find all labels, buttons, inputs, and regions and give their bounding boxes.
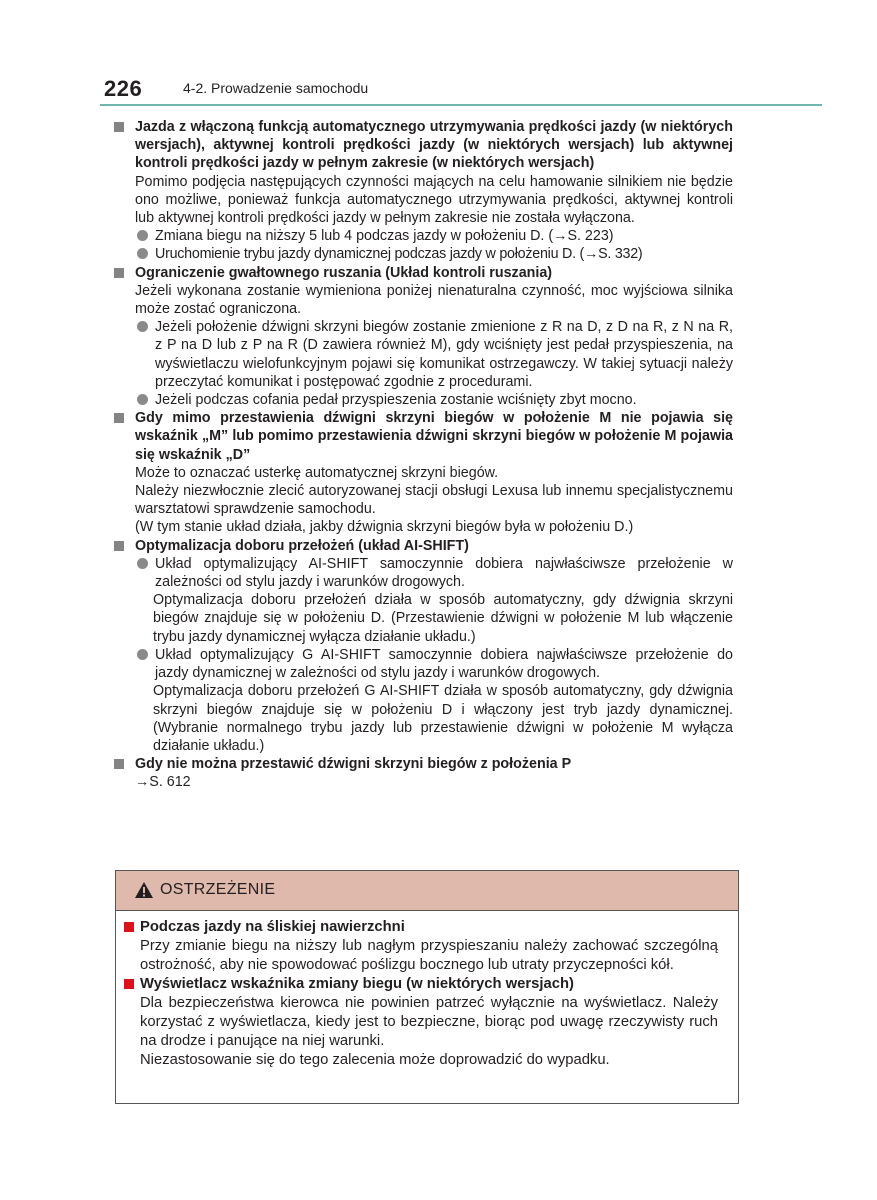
header-divider: [100, 104, 822, 106]
warning-box: [115, 870, 739, 1104]
section-square-icon: [114, 759, 124, 769]
warning-title: OSTRZEŻENIE: [160, 881, 276, 898]
section-title: Jazda z włączoną funkcją automatycznego utrzymywania prędkości jazdy (w niektórych wersjach), aktywnej kontroli prędkości jazdy (w niektórych wersjach) lub aktywnej kontroli prędkości jazdy w pełnym zakresie (w niektórych wersjach): [135, 119, 733, 172]
section-title: Gdy nie można przestawić dźwigni skrzyni biegów z położenia P: [135, 756, 572, 773]
section-text: Należy niezwłocznie zlecić autoryzowanej stacji obsługi Lexusa lub innemu specjalistycznemu warsztatowi sprawdzenie samochodu.: [135, 483, 733, 518]
section-text: (W tym stanie układ działa, jakby dźwignia skrzyni biegów była w położeniu D.): [135, 519, 634, 536]
section-ai-shift: [113, 537, 733, 755]
page-header: [100, 76, 822, 104]
section-title: Optymalizacja doboru przełożeń (układ AI-SHIFT): [135, 537, 469, 554]
bullet-text: Jeżeli położenie dźwigni skrzyni biegów zostanie zmienione z R na D, z D na R, z N na R, z P na D lub z P na R (D zawiera również M), gdy wciśnięty jest pedał przyspieszenia, na wyświetlaczu wielofunkcyjnym pojawi się komunikat ostrzegawczy. W takiej sytuacji należy przeczytać komunikat i postępować zgodnie z procedurami.: [155, 319, 733, 390]
warning-item-text: Dla bezpieczeństwa kierowca nie powinien patrzeć wyłącznie na wyświetlacz. Należy korzystać z wyświetlacza, kiedy jest to bezpieczne, biorąc pod uwagę rzeczywisty ruch na drodze i panujące na niej warunki.: [140, 995, 718, 1049]
list-item: [135, 555, 733, 591]
section-cruise-control: [113, 118, 733, 264]
bullet-text: Układ optymalizujący AI-SHIFT samoczynnie dobiera najwłaściwsze przełożenie w zależności od stylu jazdy i warunków drogowych.: [155, 555, 733, 591]
list-item: [135, 391, 733, 409]
section-title: Gdy mimo przestawienia dźwigni skrzyni biegów w położenie M nie pojawia się wskaźnik „M” lub pomimo przestawienia dźwigni skrzyni biegów w położenie M pojawia się wskaźnik „D”: [135, 410, 733, 463]
bullet-text: Uruchomienie trybu jazdy dynamicznej podczas jazdy w położeniu D. (→S. 332): [155, 246, 643, 263]
bullet-dot-icon: [137, 558, 148, 569]
bullet-continuation: Optymalizacja doboru przełożeń działa w sposób automatyczny, gdy dźwignia skrzyni biegów znajduje się w położeniu D. (Przestawienie dźwigni w położenie M lub włączenie trybu jazdy dynamicznej wyłącza działanie układu.): [153, 592, 733, 645]
section-square-icon: [114, 541, 124, 551]
section-m-indicator: [113, 409, 733, 536]
warning-body: [124, 918, 718, 1070]
warning-item-title: Wyświetlacz wskaźnika zmiany biegu (w niektórych wersjach): [140, 976, 574, 992]
bullet-continuation: Optymalizacja doboru przełożeń G AI-SHIFT działa w sposób automatyczny, gdy dźwignia skrzyni biegów znajduje się w położeniu D i włączony jest tryb jazdy dynamicznej. (Wybranie normalnego trybu jazdy lub przestawienie dźwigni w położenie M wyłącza działanie układu.): [153, 683, 733, 754]
list-item: [135, 318, 733, 391]
bullet-dot-icon: [137, 394, 148, 405]
bullet-dot-icon: [137, 230, 148, 241]
bullet-dot-icon: [137, 248, 148, 259]
warning-item-text: Przy zmianie biegu na niższy lub nagłym przyspieszaniu należy zachować szczególną ostrożność, aby nie spowodować poślizgu bocznego lub utraty przyczepności kół.: [140, 938, 718, 973]
page-reference-link[interactable]: →S. 612: [135, 774, 191, 791]
list-item: [135, 227, 733, 245]
warning-item-shift-indicator: [124, 975, 718, 1070]
section-square-icon: [114, 268, 124, 278]
section-square-icon: [114, 413, 124, 423]
bullet-dot-icon: [137, 321, 148, 332]
list-item: [135, 245, 733, 263]
list-item: [135, 646, 733, 682]
section-text: Jeżeli wykonana zostanie wymieniona poniżej nienaturalna czynność, moc wyjściowa silnika może zostać ograniczona.: [135, 282, 733, 318]
chapter-title: 4-2. Prowadzenie samochodu: [183, 80, 369, 96]
main-content: [113, 118, 733, 792]
bullet-text: Zmiana biegu na niższy 5 lub 4 podczas jazdy w położeniu D. (→S. 223): [155, 228, 614, 245]
warning-triangle-icon: [134, 881, 154, 899]
warning-header: [116, 871, 738, 911]
warning-square-icon: [124, 979, 134, 989]
bullet-text: Jeżeli podczas cofania pedał przyspieszenia zostanie wciśnięty zbyt mocno.: [155, 392, 637, 409]
section-title: Ograniczenie gwałtownego ruszania (Układ kontroli ruszania): [135, 264, 553, 281]
section-launch-control: [113, 264, 733, 410]
section-square-icon: [114, 122, 124, 132]
bullet-dot-icon: [137, 649, 148, 660]
page-number: 226: [104, 76, 143, 101]
warning-item-text: Niezastosowanie się do tego zalecenia może doprowadzić do wypadku.: [140, 1052, 610, 1068]
bullet-text: Układ optymalizujący G AI-SHIFT samoczynnie dobiera najwłaściwsze przełożenie do jazdy dynamicznej w zależności od stylu jazdy i warunków drogowych.: [155, 646, 733, 682]
section-text: Pomimo podjęcia następujących czynności mających na celu hamowanie silnikiem nie będzie ono możliwe, ponieważ funkcja automatycznego utrzymywania prędkości, aktywnej kontroli lub aktywnej kontroli prędkości jazdy w pełnym zakresie nie została wyłączona.: [135, 173, 733, 227]
section-text: Może to oznaczać usterkę automatycznej skrzyni biegów.: [135, 464, 499, 481]
section-park-release: [113, 755, 733, 791]
warning-item-title: Podczas jazdy na śliskiej nawierzchni: [140, 919, 405, 935]
warning-square-icon: [124, 922, 134, 932]
warning-item-slippery-road: [124, 918, 718, 975]
